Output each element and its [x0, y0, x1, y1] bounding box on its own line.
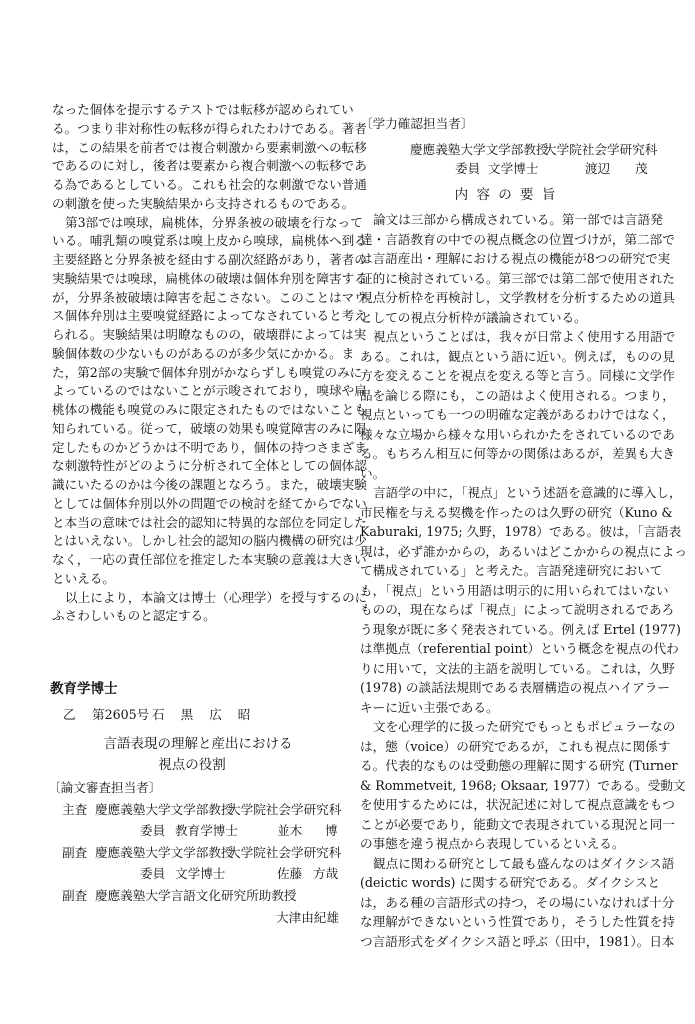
text-line: る。代表的なものは受動態の理解に関する研究 (Turner — [360, 758, 678, 773]
text-line: Kaburaki, 1975; 久野，1978）である。彼は，「言語表 — [360, 524, 682, 539]
vice2-affiliation: 慶應義塾大学言語文化研究所助教授 — [95, 888, 297, 903]
text-line: ものの，現在ならば「視点」によって説明されるであろ — [360, 602, 675, 617]
text-line: は，この結果を前者では複合刺激から要素刺激への転移 — [52, 139, 367, 155]
text-line: る。つまり非対称性の転移が得られたわけである。著者 — [52, 120, 367, 136]
chief-name2: 博 — [325, 823, 338, 838]
degree-heading: 教育学博士 — [50, 681, 118, 697]
confirm-affiliation: 慶應義塾大学文学部教授 — [410, 142, 549, 157]
chief-role: 主査 — [62, 802, 88, 817]
vice2-name: 大津由紀雄 — [276, 910, 339, 925]
text-line: ふさわしいものと認定する。 — [52, 608, 216, 624]
text-line: 知られている。従って，破壊の効果も嗅覚障害のみに限 — [52, 420, 367, 436]
text-line: りに用いて，文法的主語を説明している。これは，久野 — [360, 660, 675, 676]
text-line: た，第2部の実験で個体弁別がかならずしも嗅覚のみに — [52, 364, 363, 380]
author-name: 石 黒 広 昭 — [152, 707, 257, 722]
text-line: であるのに対し，後者は要素から複合刺激への転移であ — [52, 158, 367, 174]
text-line: いる。哺乳類の嗅覚系は嗅上皮から嗅球，扁桃体へ到る — [52, 233, 367, 249]
confirm-name: 渡辺 — [585, 161, 611, 176]
text-line: 現は，必ず誰かからの，あるいはどこかからの視点によっ — [360, 543, 687, 559]
text-line: 識にいたるのかは今後の課題となろう。また，破壊実験 — [52, 477, 367, 492]
text-line: といえる。 — [52, 570, 115, 586]
vice2-role: 副査 — [62, 888, 88, 903]
text-line: は準拠点（referential point）という概念を視点の代わ — [360, 641, 679, 656]
text-line: 以上により，本論文は博士（心理学）を授与するのに — [65, 589, 368, 605]
text-line: 視点分析枠を再検討し，文学教材を分析するための道具 — [360, 290, 675, 305]
text-line: とはいえない。しかし社会的認知の脳内機構の研究は少 — [52, 533, 367, 549]
text-line: も，「視点」という用語は明示的に用いられてはいない — [360, 582, 669, 598]
text-line: なく，一応の責任部位を推定した本実験の意義は大きい — [52, 552, 367, 567]
chief-name: 並木 — [277, 823, 303, 838]
text-line: を使用するためには，状況記述に対して視点意識をもつ — [360, 797, 675, 812]
record-number: 第2605号 — [92, 707, 150, 722]
text-line: キーに近い主張である。 — [360, 699, 499, 715]
text-line: としては個体弁別以外の問題での検討を経てからでない — [52, 495, 367, 511]
text-line: 実験結果では嗅球，扁桃体の破壊は個体弁別を障害する — [52, 270, 367, 286]
text-line: 方を変えることを視点を変える等と言う。同様に文学作 — [360, 368, 675, 383]
text-line: られる。実験結果は明瞭なものの，破壊群によっては実 — [52, 327, 367, 342]
text-line: 主要経路と分界条被を経由する副次経路があり，著者の — [52, 252, 367, 267]
text-line: の刺激を使った実験結果から支持されるものである。 — [52, 195, 355, 211]
text-line: よっているのではないことが示唆されており，嗅球や扁 — [52, 383, 367, 399]
vice1-sub-role: 委員 — [140, 866, 166, 881]
text-line: は，ある種の言語形式の持つ，その場にいなければ十分 — [360, 894, 675, 910]
text-line: つ言語形式をダイクシス語と呼ぶ（田中，1981）。日本 — [360, 933, 675, 949]
confirm-heading: 〔学力確認担当者〕 — [360, 116, 474, 131]
thesis-title-line1: 言語表現の理解と産出における — [103, 736, 293, 752]
text-line: 市民権を与える契機を作ったのは久野の研究（Kuno & — [360, 504, 673, 520]
text-line: 証的に検討されている。第三部では第二部で使用された — [360, 270, 675, 286]
text-line: 達・言語教育の中での視点概念の位置づけが，第二部で — [360, 231, 675, 247]
text-line: (1978) の談話法規則である表層構造の視点ハイアラー — [360, 680, 670, 695]
text-line: 第3部では嗅球，扁桃体，分界条被の破壊を行なって — [65, 214, 363, 230]
text-line: て構成されている」と考えた。言語発達研究において — [360, 563, 663, 578]
vice1-name: 佐藤 — [277, 866, 303, 881]
chief-affiliation: 慶應義塾大学文学部教授 — [95, 802, 234, 817]
text-line: 桃体の機能も嗅覚のみに限定されたものではないことも — [52, 402, 367, 417]
confirm-sub-role: 委員 — [455, 161, 481, 176]
summary-heading: 内 容 の 要 旨 — [454, 187, 558, 203]
chief-degree: 教育学博士 — [175, 823, 238, 838]
text-line: の事態を違う視点から表現しているといえる。 — [360, 836, 625, 851]
text-line: 言語学の中に，「視点」という述語を意識的に導入し， — [373, 485, 682, 500]
vice1-name2: 方哉 — [313, 866, 339, 881]
thesis-title-line2: 視点の役割 — [158, 757, 226, 773]
text-line: ことが必要であり，能動文で表現されている現況と同一 — [360, 816, 675, 832]
text-line: は言語産出・理解における視点の機能が8つの研究で実 — [360, 251, 671, 266]
text-line: る。もちろん相互に何等かの関係はあるが，差異も大き — [360, 446, 675, 461]
vice1-affiliation2: 大学院社会学研究科 — [228, 845, 342, 860]
text-line: る為であるとしている。これも社会的な刺激でない普通 — [52, 177, 367, 192]
text-line: は，態（voice）の研究であるが，これも視点に関係す — [360, 738, 671, 754]
text-line: な刺激特性がどのように分析されて全体としての個体認 — [52, 458, 367, 474]
text-line: 定したものかどうかは不明であり，個体の持つさまざま — [52, 439, 367, 455]
text-line: と本当の意味では社会的認知に特異的な部位を同定した — [52, 514, 367, 530]
text-line: & Rommetveit, 1968; Oksaar, 1977）である。受動文 — [360, 777, 686, 793]
text-line: 観点に関わる研究として最も盛んなのはダイクシス語 — [373, 855, 675, 871]
text-line: な理解ができないという性質であり，そうした性質を持 — [360, 914, 675, 929]
text-line: 視点ということばは，我々が日常よく使用する用語で — [373, 329, 676, 344]
chief-sub-role: 委員 — [140, 823, 166, 838]
text-line: 様々な立場から様々な用いられかたをされているのであ — [360, 426, 675, 442]
confirm-name2: 茂 — [635, 161, 648, 176]
committee-heading: 〔論文審査担当者〕 — [48, 780, 162, 795]
confirm-affiliation2: 大学院社会学研究科 — [544, 142, 658, 157]
confirm-degree: 文学博士 — [488, 161, 539, 176]
text-line: (deictic words) に関する研究である。ダイクシスと — [360, 875, 661, 890]
text-line: 品を論じる際にも，この語はよく使用される。つまり， — [360, 387, 675, 403]
text-line: う現象が既に多く発表されている。例えば Ertel (1977) — [360, 621, 681, 637]
text-line: い。 — [360, 465, 386, 481]
text-line: ある。これは，観点という語に近い。例えば，ものの見 — [360, 348, 675, 364]
text-line: としての視点分析枠が議論されている。 — [360, 309, 587, 325]
vice1-affiliation: 慶應義塾大学文学部教授 — [95, 845, 234, 860]
vice1-role: 副査 — [62, 845, 88, 860]
text-line: なった個体を提示するテストでは転移が認められてい — [52, 102, 354, 117]
text-line: 視点といっても一つの明確な定義があるわけではなく， — [360, 407, 675, 422]
text-line: ス個体弁別は主要嗅覚経路によってなされていると考え — [52, 308, 367, 324]
text-line: 験個体数の少ないものがあるのが多少気にかかる。ま — [52, 345, 355, 361]
text-line: 論文は三部から構成されている。第一部では言語発 — [373, 212, 663, 227]
chief-affiliation2: 大学院社会学研究科 — [228, 802, 342, 817]
vice1-degree: 文学博士 — [175, 866, 226, 881]
text-line: が，分界条被破壊は障害を起こさない。このことはマウ — [52, 289, 367, 305]
text-line: 文を心理学的に扱った研究でもっともポピュラーなの — [373, 719, 676, 734]
record-type: 乙 — [63, 707, 76, 722]
